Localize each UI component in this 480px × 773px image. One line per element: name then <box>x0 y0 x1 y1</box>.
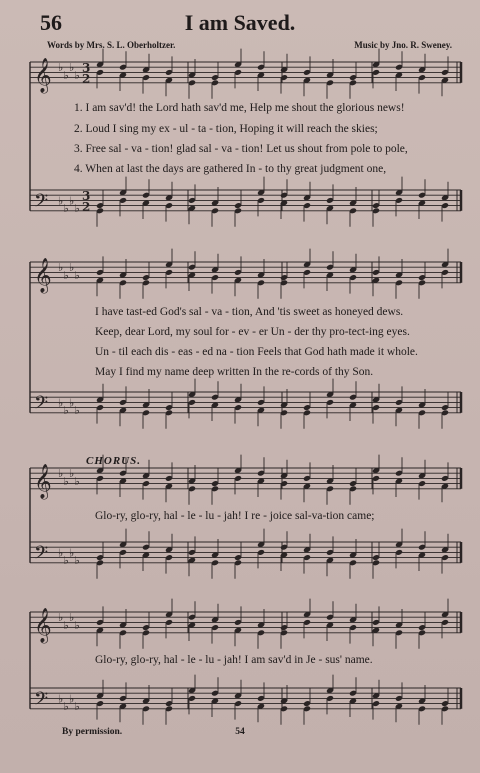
time-signature: 3 <box>82 188 91 203</box>
flat-sign: ♭ <box>58 261 64 275</box>
flat-sign: ♭ <box>69 396 75 410</box>
flat-sign: ♭ <box>74 619 80 632</box>
flat-sign: ♭ <box>74 404 80 418</box>
flat-sign: ♭ <box>74 69 80 82</box>
flat-sign: ♭ <box>58 611 64 625</box>
treble-clef: 𝄞 <box>34 57 52 93</box>
flat-sign: ♭ <box>74 700 80 714</box>
time-signature: 2 <box>82 199 91 214</box>
flat-sign: ♭ <box>58 692 64 706</box>
music-credit: Music by Jno. R. Sweney. <box>354 40 452 50</box>
time-signature: 3 <box>82 60 91 75</box>
flat-sign: ♭ <box>58 61 64 75</box>
bass-clef: 𝄢 <box>34 190 49 216</box>
bass-clef: 𝄢 <box>34 688 49 714</box>
flat-sign: ♭ <box>69 692 75 706</box>
treble-clef: 𝄞 <box>34 607 52 643</box>
verse-1-line-2: I have tast-ed God's sal - va - tion, And 'tis sweet as honeyed dews. <box>95 306 404 318</box>
treble-clef: 𝄞 <box>34 257 52 293</box>
flat-sign: ♭ <box>69 546 75 560</box>
flat-sign: ♭ <box>74 202 80 216</box>
flat-sign: ♭ <box>58 467 64 481</box>
hymn-number: 56 <box>40 10 62 35</box>
flat-sign: ♭ <box>63 475 69 488</box>
flat-sign: ♭ <box>63 202 69 216</box>
page-number: 54 <box>235 727 245 737</box>
treble-clef: 𝄞 <box>34 463 52 499</box>
permission-note: By permission. <box>62 727 123 737</box>
flat-sign: ♭ <box>63 554 69 568</box>
flat-sign: ♭ <box>63 69 69 82</box>
verse-2-line-2: Keep, dear Lord, my soul for - ev - er Un - der thy pro-tect-ing eyes. <box>95 326 410 338</box>
hymn-title: I am Saved. <box>184 10 296 35</box>
flat-sign: ♭ <box>69 611 75 625</box>
verse-3-line-2: Un - til each dis - eas - ed na - tion Feels that God hath made it whole. <box>95 346 418 358</box>
verse-1-line-1: 1. I am sav'd! the Lord hath sav'd me, Help me shout the glorious news! <box>74 102 405 114</box>
verse-4-line-2: May I find my name deep written In the re-cords of thy Son. <box>95 366 374 378</box>
time-signature: 2 <box>82 71 91 86</box>
flat-sign: ♭ <box>58 396 64 410</box>
chorus-label: CHORUS. <box>86 455 141 467</box>
verse-3-line-1: 3. Free sal - va - tion! glad sal - va - tion! Let us shout from pole to pole, <box>74 143 408 155</box>
chorus-line-1: Glo-ry, glo-ry, hal - le - lu - jah! I re - joice sal-va-tion came; <box>95 510 375 522</box>
flat-sign: ♭ <box>69 194 75 208</box>
flat-sign: ♭ <box>63 269 69 282</box>
flat-sign: ♭ <box>58 194 64 208</box>
chorus-line-2: Glo-ry, glo-ry, hal - le - lu - jah! I am sav'd in Je - sus' name. <box>95 654 373 666</box>
verse-4-line-1: 4. When at last the days are gathered In - to thy great judgment one, <box>74 163 387 175</box>
flat-sign: ♭ <box>63 404 69 418</box>
words-credit: Words by Mrs. S. L. Oberholtzer. <box>47 40 176 50</box>
flat-sign: ♭ <box>63 700 69 714</box>
flat-sign: ♭ <box>69 467 75 481</box>
flat-sign: ♭ <box>69 261 75 275</box>
bass-clef: 𝄢 <box>34 542 49 568</box>
flat-sign: ♭ <box>69 61 75 75</box>
flat-sign: ♭ <box>74 475 80 488</box>
flat-sign: ♭ <box>58 546 64 560</box>
flat-sign: ♭ <box>74 554 80 568</box>
flat-sign: ♭ <box>63 619 69 632</box>
flat-sign: ♭ <box>74 269 80 282</box>
bass-clef: 𝄢 <box>34 392 49 418</box>
verse-2-line-1: 2. Loud I sing my ex - ul - ta - tion, Hoping it will reach the skies; <box>74 123 378 135</box>
